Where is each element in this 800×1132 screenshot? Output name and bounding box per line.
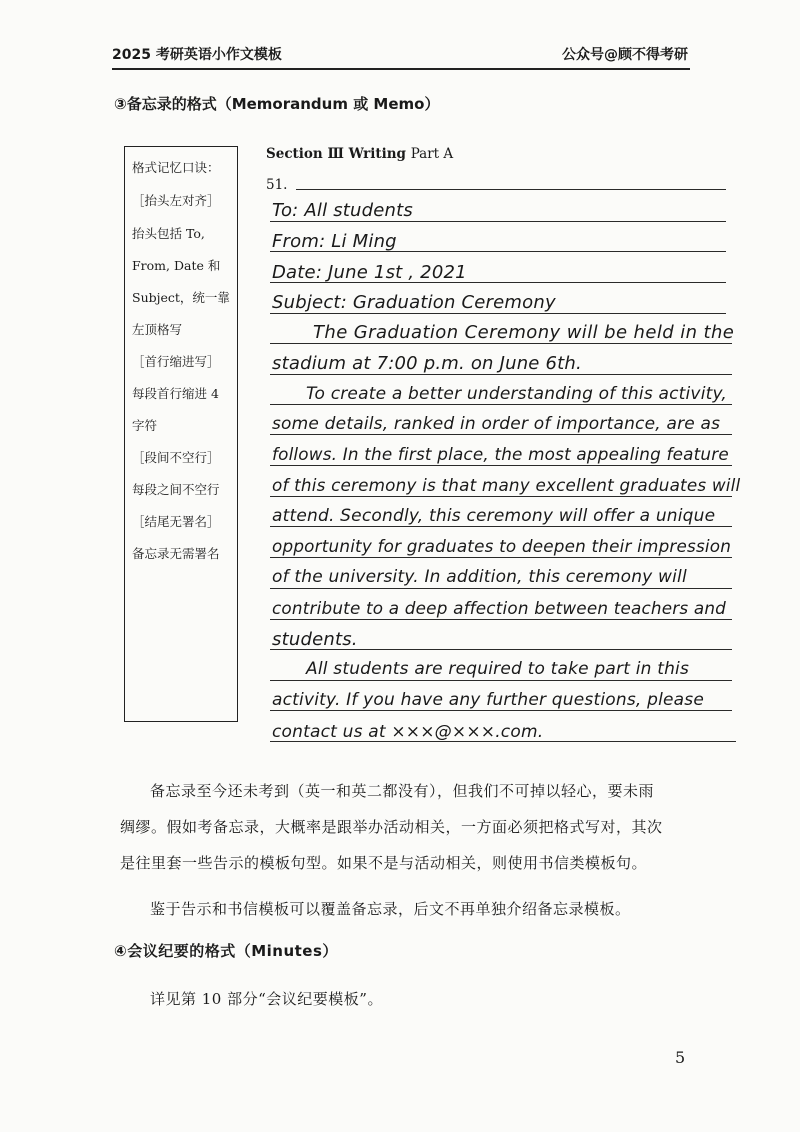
answer-sheet-section: Section Ⅲ Writing [266,146,406,162]
mnemonic-line: 格式记忆口诀： [132,160,220,175]
memo-to-line: To: All students [272,200,413,221]
section-heading: ③备忘录的格式（Memorandum 或 Memo） [114,95,440,113]
memo-contact-line: contact us at ×××@×××.com. [272,722,544,742]
memo-body-line: students. [272,629,358,650]
memo-body-line: activity. If you have any further questions, please [272,690,705,710]
body-paragraph-line: 是往里套一些告示的模板句型。如果不是与活动相关，则使用书信类模板句。 [120,854,648,872]
writing-rule [270,619,732,620]
memo-subject-line: Subject: Graduation Ceremony [272,292,556,313]
mnemonic-line: 备忘录无需署名 [132,546,220,561]
answer-sheet-part: Part A [410,146,454,162]
minutes-heading: ④会议纪要的格式（Minutes） [114,942,338,960]
header-divider [112,68,690,70]
writing-rule [270,710,732,711]
memo-body-line: To create a better understanding of this activity, [306,384,728,404]
writing-rule [270,343,732,344]
mnemonic-line: 抬头包括 To, [132,226,205,241]
memo-body-line: of this ceremony is that many excellent graduates will [272,475,741,495]
writing-rule [270,313,726,314]
memo-body-line: opportunity for graduates to deepen their impression [272,536,732,556]
body-paragraph: 鉴于告示和书信模板可以覆盖备忘录，后文不再单独介绍备忘录模板。 [150,900,631,918]
memo-body-line: The Graduation Ceremony will be held in the [313,322,735,343]
memo-body-line: attend. Secondly, this ceremony will offer a unique [272,506,716,526]
writing-rule [270,557,732,558]
mnemonic-line: 字符 [132,418,158,433]
document-title: 2025 考研英语小作文模板 [112,47,282,63]
page-number: 5 [675,1048,686,1067]
writing-rule [270,680,732,681]
memo-body-line: of the university. In addition, this ceremony will [272,567,687,587]
answer-sheet-header [266,146,453,162]
mnemonic-line: 每段首行缩进 4 [132,386,219,401]
mnemonic-line: 左顶格写 [132,322,183,337]
writing-rule [270,496,732,497]
memo-body-line: some details, ranked in order of importance, are as [272,414,721,434]
memo-body-line: stadium at 7:00 p.m. on June 6th. [272,353,582,374]
mnemonic-line: ［段间不空行］ [132,450,220,465]
body-paragraph-line: 绸缪。假如考备忘录，大概率是跟举办活动相关，一方面必须把格式写对，其次 [120,818,663,836]
question-number: 51. [266,177,288,193]
memo-body-line: contribute to a deep affection between teachers and [272,598,727,618]
writing-rule [270,465,732,466]
memo-body-line: All students are required to take part in this [306,659,690,679]
minutes-reference: 详见第 10 部分“会议纪要模板”。 [150,990,383,1008]
writing-rule [270,221,726,222]
writing-rule [296,189,726,190]
writing-rule [270,526,732,527]
body-paragraph-line: 备忘录至今还未考到（英一和英二都没有），但我们不可掉以轻心，要未雨 [150,782,655,800]
writing-rule [270,374,732,375]
mnemonic-line: ［结尾无署名］ [132,514,220,529]
writing-rule [270,434,732,435]
memo-date-line: Date: June 1st , 2021 [272,262,467,283]
memo-body-line: follows. In the first place, the most appealing feature [272,444,729,464]
mnemonic-line: ［首行缩进写］ [132,354,220,369]
writing-rule [270,404,732,405]
memo-from-line: From: Li Ming [272,231,397,252]
account-name: 公众号@顾不得考研 [562,47,688,63]
mnemonic-line: 每段之间不空行 [132,482,220,497]
mnemonic-line: ［抬头左对齐］ [132,193,220,208]
mnemonic-line: From, Date 和 [132,258,221,273]
mnemonic-line: Subject，统一靠 [132,290,230,305]
writing-rule [270,588,732,589]
